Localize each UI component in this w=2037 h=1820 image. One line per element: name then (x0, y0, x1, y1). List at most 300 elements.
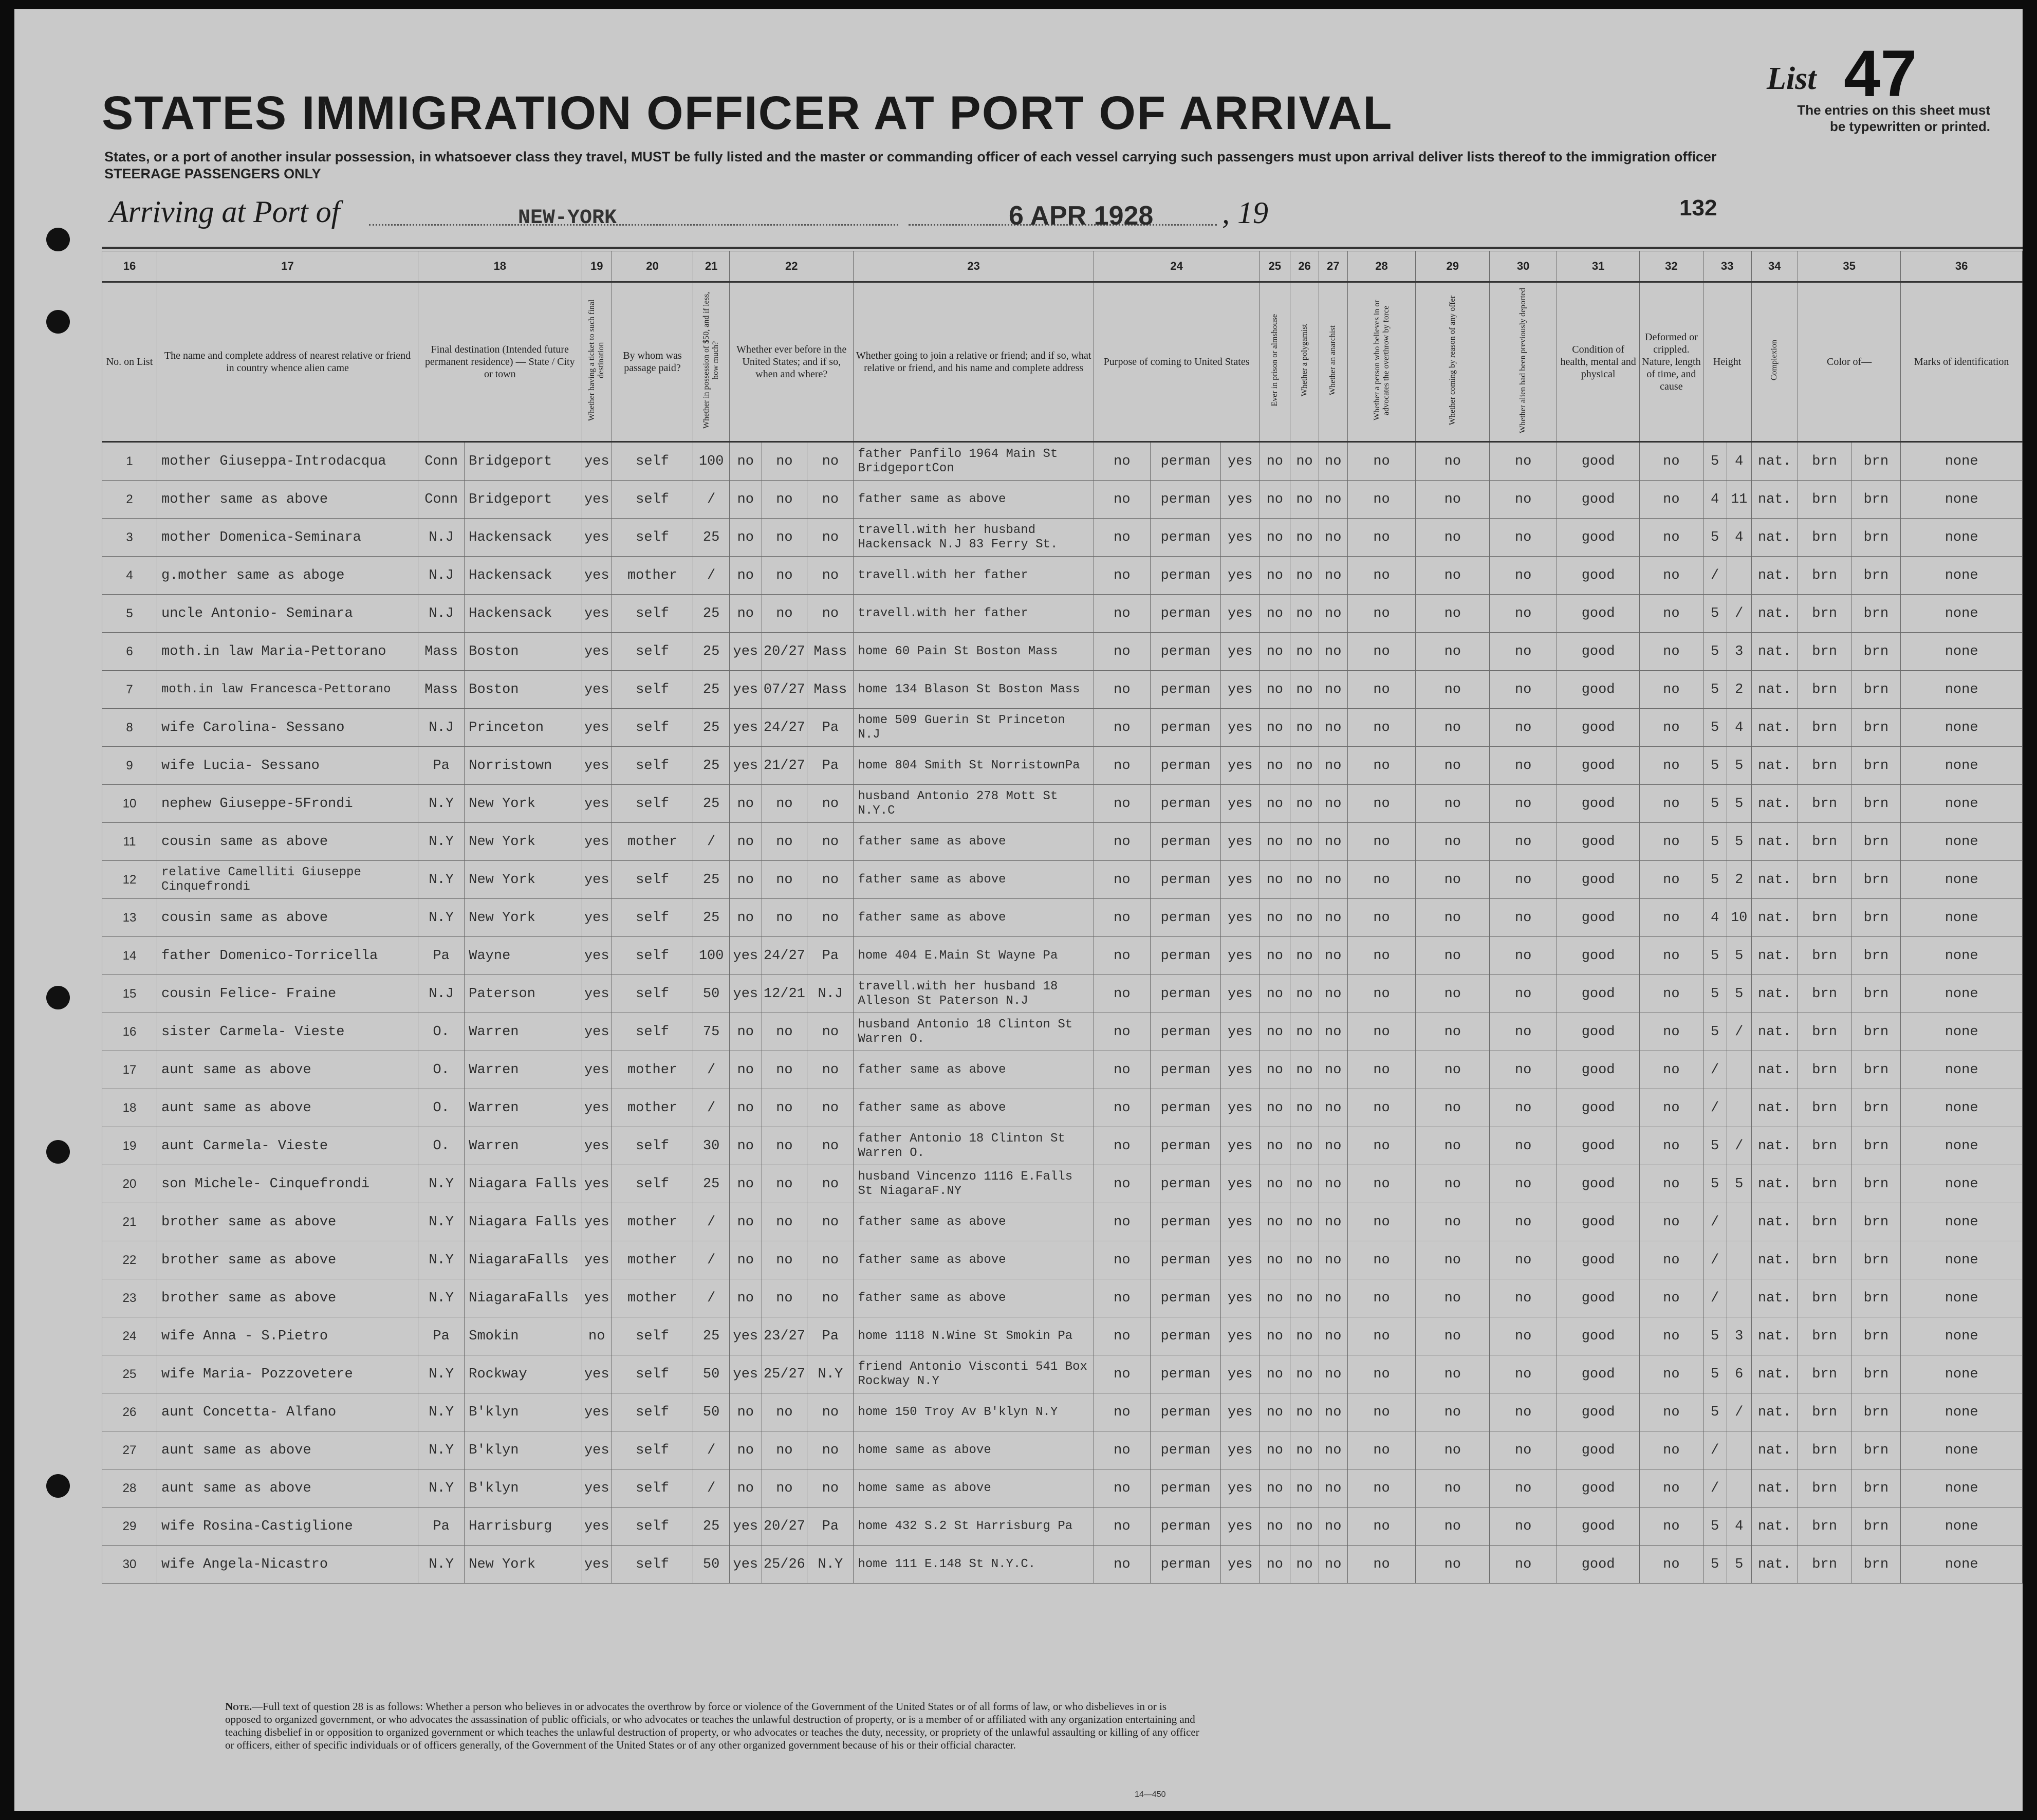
where-cell: N.J (807, 975, 854, 1013)
money-cell: 50 (693, 1546, 730, 1584)
years-cell: no (762, 1469, 807, 1508)
eyes-cell: brn (1851, 1051, 1901, 1089)
column-number: 19 (582, 251, 612, 282)
purpose-return-cell: no (1094, 785, 1150, 823)
paid-by-cell: self (612, 747, 693, 785)
overthrow-cell: no (1347, 671, 1416, 709)
marks-cell: none (1901, 557, 2023, 595)
row-number: 7 (102, 671, 157, 709)
years-cell: no (762, 785, 807, 823)
feet-cell: 5 (1703, 1508, 1727, 1546)
relative-cell: uncle Antonio- Seminara (157, 595, 418, 633)
prison-cell: no (1260, 1431, 1290, 1469)
years-cell: no (762, 1431, 807, 1469)
binder-hole (46, 228, 70, 251)
relative-cell: cousin Felice- Fraine (157, 975, 418, 1013)
ticket-cell: yes (582, 1165, 612, 1203)
health-cell: good (1557, 1317, 1640, 1355)
complexion-cell: nat. (1751, 1051, 1798, 1089)
polygamist-cell: no (1290, 785, 1319, 823)
deformed-cell: no (1640, 1089, 1703, 1127)
polygamist-cell: no (1290, 861, 1319, 899)
footnote-label: Note. (225, 1700, 252, 1713)
relative-cell: father Domenico-Torricella (157, 937, 418, 975)
hair-cell: brn (1798, 633, 1851, 671)
purpose-citizen-cell: yes (1221, 442, 1260, 481)
deformed-cell: no (1640, 671, 1703, 709)
overthrow-cell: no (1347, 1317, 1416, 1355)
deported-cell: no (1490, 1469, 1557, 1508)
purpose-return-cell: no (1094, 442, 1150, 481)
city-cell: Paterson (465, 975, 582, 1013)
feet-cell: / (1703, 1203, 1727, 1241)
health-cell: good (1557, 1279, 1640, 1317)
years-cell: no (762, 1279, 807, 1317)
column-number: 31 (1557, 251, 1640, 282)
complexion-cell: nat. (1751, 937, 1798, 975)
ticket-cell: yes (582, 595, 612, 633)
offer-cell: no (1416, 785, 1490, 823)
row-number: 19 (102, 1127, 157, 1165)
row-number: 26 (102, 1393, 157, 1431)
hair-cell: brn (1798, 595, 1851, 633)
prison-cell: no (1260, 595, 1290, 633)
joining-cell: home 804 Smith St NorristownPa (854, 747, 1094, 785)
port-line (369, 224, 898, 226)
eyes-cell: brn (1851, 1127, 1901, 1165)
marks-cell: none (1901, 975, 2023, 1013)
been-before-cell: yes (730, 671, 762, 709)
offer-cell: no (1416, 861, 1490, 899)
overthrow-cell: no (1347, 937, 1416, 975)
purpose-length-cell: perman (1150, 709, 1220, 747)
eyes-cell: brn (1851, 1279, 1901, 1317)
eyes-cell: brn (1851, 557, 1901, 595)
relative-cell: aunt same as above (157, 1469, 418, 1508)
purpose-return-cell: no (1094, 1317, 1150, 1355)
deported-cell: no (1490, 1393, 1557, 1431)
feet-cell: 4 (1703, 481, 1727, 519)
feet-cell: 5 (1703, 671, 1727, 709)
header-offer-text: Whether coming by reason of any offer (1448, 295, 1457, 426)
column-header-row (102, 282, 2023, 442)
purpose-return-cell: no (1094, 1165, 1150, 1203)
purpose-length-cell: perman (1150, 1393, 1220, 1431)
hair-cell: brn (1798, 975, 1851, 1013)
table-row (102, 1508, 2023, 1546)
offer-cell: no (1416, 1317, 1490, 1355)
paid-by-cell: mother (612, 1279, 693, 1317)
deported-cell: no (1490, 442, 1557, 481)
hair-cell: brn (1798, 1051, 1851, 1089)
health-cell: good (1557, 1393, 1640, 1431)
anarchist-cell: no (1319, 709, 1347, 747)
where-cell: no (807, 1279, 854, 1317)
marks-cell: none (1901, 633, 2023, 671)
purpose-citizen-cell: yes (1221, 1241, 1260, 1279)
year-label: , 19 (1222, 196, 1268, 230)
hair-cell: brn (1798, 442, 1851, 481)
ticket-cell: yes (582, 671, 612, 709)
deported-cell: no (1490, 709, 1557, 747)
table-row (102, 747, 2023, 785)
polygamist-cell: no (1290, 633, 1319, 671)
where-cell: N.Y (807, 1355, 854, 1393)
money-cell: 25 (693, 899, 730, 937)
column-number: 29 (1416, 251, 1490, 282)
where-cell: no (807, 861, 854, 899)
deported-cell: no (1490, 861, 1557, 899)
deformed-cell: no (1640, 747, 1703, 785)
city-cell: New York (465, 899, 582, 937)
column-number: 17 (157, 251, 418, 282)
city-cell: Niagara Falls (465, 1203, 582, 1241)
purpose-length-cell: perman (1150, 1241, 1220, 1279)
health-cell: good (1557, 1469, 1640, 1508)
paid-by-cell: self (612, 785, 693, 823)
table-row (102, 899, 2023, 937)
table-row (102, 1203, 2023, 1241)
where-cell: no (807, 1393, 854, 1431)
money-cell: / (693, 1279, 730, 1317)
polygamist-cell: no (1290, 1203, 1319, 1241)
joining-cell: father same as above (854, 899, 1094, 937)
anarchist-cell: no (1319, 1431, 1347, 1469)
purpose-citizen-cell: yes (1221, 1279, 1260, 1317)
joining-cell: father same as above (854, 1051, 1094, 1089)
joining-cell: father same as above (854, 1089, 1094, 1127)
list-number: 47 (1844, 37, 1917, 111)
anarchist-cell: no (1319, 633, 1347, 671)
deported-cell: no (1490, 1355, 1557, 1393)
city-cell: Smokin (465, 1317, 582, 1355)
money-cell: 25 (693, 519, 730, 557)
anarchist-cell: no (1319, 1089, 1347, 1127)
purpose-length-cell: perman (1150, 442, 1220, 481)
column-number: 34 (1751, 251, 1798, 282)
inches-cell: / (1727, 1013, 1751, 1051)
anarchist-cell: no (1319, 1508, 1347, 1546)
where-cell: no (807, 1469, 854, 1508)
deported-cell: no (1490, 1317, 1557, 1355)
polygamist-cell: no (1290, 1355, 1319, 1393)
prison-cell: no (1260, 1279, 1290, 1317)
joining-cell: home 134 Blason St Boston Mass (854, 671, 1094, 709)
where-cell: no (807, 1127, 854, 1165)
money-cell: / (693, 1469, 730, 1508)
purpose-return-cell: no (1094, 975, 1150, 1013)
ticket-cell: yes (582, 785, 612, 823)
offer-cell: no (1416, 1279, 1490, 1317)
marks-cell: none (1901, 481, 2023, 519)
feet-cell: 4 (1703, 899, 1727, 937)
header-purpose: Purpose of coming to United States (1094, 282, 1260, 442)
feet-cell: / (1703, 557, 1727, 595)
joining-cell: home 1118 N.Wine St Smokin Pa (854, 1317, 1094, 1355)
eyes-cell: brn (1851, 709, 1901, 747)
purpose-return-cell: no (1094, 595, 1150, 633)
city-cell: New York (465, 861, 582, 899)
deported-cell: no (1490, 1241, 1557, 1279)
anarchist-cell: no (1319, 1127, 1347, 1165)
header-ever-before: Whether ever before in the United States; and if so, when and where? (730, 282, 854, 442)
been-before-cell: no (730, 595, 762, 633)
list-label: List (1767, 61, 1817, 96)
purpose-citizen-cell: yes (1221, 1013, 1260, 1051)
deported-cell: no (1490, 1508, 1557, 1546)
deformed-cell: no (1640, 1165, 1703, 1203)
ticket-cell: yes (582, 633, 612, 671)
inches-cell: 5 (1727, 937, 1751, 975)
table-row (102, 442, 2023, 481)
purpose-return-cell: no (1094, 937, 1150, 975)
purpose-length-cell: perman (1150, 975, 1220, 1013)
joining-cell: home 509 Guerin St Princeton N.J (854, 709, 1094, 747)
health-cell: good (1557, 1013, 1640, 1051)
overthrow-cell: no (1347, 1431, 1416, 1469)
table-row (102, 1013, 2023, 1051)
row-number: 12 (102, 861, 157, 899)
state-cell: N.Y (418, 823, 465, 861)
feet-cell: 5 (1703, 709, 1727, 747)
purpose-length-cell: perman (1150, 1089, 1220, 1127)
paid-by-cell: self (612, 899, 693, 937)
purpose-length-cell: perman (1150, 1013, 1220, 1051)
relative-cell: mother same as above (157, 481, 418, 519)
been-before-cell: no (730, 823, 762, 861)
years-cell: 24/27 (762, 709, 807, 747)
list-note-line: be typewritten or printed. (1829, 119, 1990, 134)
table-row (102, 823, 2023, 861)
eyes-cell: brn (1851, 899, 1901, 937)
prison-cell: no (1260, 1127, 1290, 1165)
eyes-cell: brn (1851, 1203, 1901, 1241)
relative-cell: aunt Concetta- Alfano (157, 1393, 418, 1431)
column-number: 36 (1901, 251, 2023, 282)
complexion-cell: nat. (1751, 671, 1798, 709)
list-note (1733, 102, 1990, 135)
hair-cell: brn (1798, 1127, 1851, 1165)
marks-cell: none (1901, 1051, 2023, 1089)
complexion-cell: nat. (1751, 1355, 1798, 1393)
paid-by-cell: mother (612, 823, 693, 861)
ticket-cell: yes (582, 1279, 612, 1317)
health-cell: good (1557, 747, 1640, 785)
relative-cell: mother Domenica-Seminara (157, 519, 418, 557)
ticket-cell: yes (582, 1051, 612, 1089)
offer-cell: no (1416, 442, 1490, 481)
money-cell: 100 (693, 937, 730, 975)
deported-cell: no (1490, 747, 1557, 785)
row-number: 25 (102, 1355, 157, 1393)
purpose-citizen-cell: yes (1221, 595, 1260, 633)
polygamist-cell: no (1290, 975, 1319, 1013)
inches-cell (1727, 1089, 1751, 1127)
state-cell: N.Y (418, 785, 465, 823)
offer-cell: no (1416, 899, 1490, 937)
city-cell: Harrisburg (465, 1508, 582, 1546)
marks-cell: none (1901, 1127, 2023, 1165)
header-complexion-text: Complexion (1770, 340, 1779, 381)
column-number: 20 (612, 251, 693, 282)
relative-cell: brother same as above (157, 1203, 418, 1241)
hair-cell: brn (1798, 1393, 1851, 1431)
eyes-cell: brn (1851, 519, 1901, 557)
complexion-cell: nat. (1751, 1508, 1798, 1546)
years-cell: 21/27 (762, 747, 807, 785)
joining-cell: travell.with her father (854, 557, 1094, 595)
header-passage-paid: By whom was passage paid? (612, 282, 693, 442)
purpose-length-cell: perman (1150, 899, 1220, 937)
anarchist-cell: no (1319, 481, 1347, 519)
ticket-cell: yes (582, 823, 612, 861)
city-cell: Princeton (465, 709, 582, 747)
city-cell: New York (465, 785, 582, 823)
hair-cell: brn (1798, 1431, 1851, 1469)
purpose-length-cell: perman (1150, 1165, 1220, 1203)
been-before-cell: yes (730, 1508, 762, 1546)
joining-cell: father same as above (854, 1279, 1094, 1317)
joining-cell: home 404 E.Main St Wayne Pa (854, 937, 1094, 975)
polygamist-cell: no (1290, 899, 1319, 937)
years-cell: no (762, 823, 807, 861)
deported-cell: no (1490, 1051, 1557, 1089)
ticket-cell: yes (582, 481, 612, 519)
inches-cell: 2 (1727, 671, 1751, 709)
eyes-cell: brn (1851, 823, 1901, 861)
marks-cell: none (1901, 1508, 2023, 1546)
eyes-cell: brn (1851, 1431, 1901, 1469)
city-cell: Warren (465, 1127, 582, 1165)
inches-cell: 5 (1727, 747, 1751, 785)
deformed-cell: no (1640, 557, 1703, 595)
polygamist-cell: no (1290, 1508, 1319, 1546)
prison-cell: no (1260, 861, 1290, 899)
feet-cell: 5 (1703, 442, 1727, 481)
offer-cell: no (1416, 1013, 1490, 1051)
health-cell: good (1557, 861, 1640, 899)
city-cell: Bridgeport (465, 442, 582, 481)
row-number: 5 (102, 595, 157, 633)
anarchist-cell: no (1319, 785, 1347, 823)
purpose-citizen-cell: yes (1221, 1393, 1260, 1431)
offer-cell: no (1416, 519, 1490, 557)
table-row (102, 785, 2023, 823)
row-number: 9 (102, 747, 157, 785)
purpose-length-cell: perman (1150, 937, 1220, 975)
purpose-citizen-cell: yes (1221, 1508, 1260, 1546)
paid-by-cell: self (612, 1393, 693, 1431)
money-cell: 25 (693, 1508, 730, 1546)
anarchist-cell: no (1319, 1013, 1347, 1051)
eyes-cell: brn (1851, 1393, 1901, 1431)
anarchist-cell: no (1319, 1241, 1347, 1279)
money-cell: / (693, 1431, 730, 1469)
complexion-cell: nat. (1751, 861, 1798, 899)
feet-cell: 5 (1703, 823, 1727, 861)
been-before-cell: no (730, 1165, 762, 1203)
paid-by-cell: self (612, 1317, 693, 1355)
inches-cell (1727, 557, 1751, 595)
overthrow-cell: no (1347, 442, 1416, 481)
purpose-citizen-cell: yes (1221, 975, 1260, 1013)
been-before-cell: no (730, 1013, 762, 1051)
polygamist-cell: no (1290, 481, 1319, 519)
anarchist-cell: no (1319, 442, 1347, 481)
deformed-cell: no (1640, 595, 1703, 633)
joining-cell: father same as above (854, 1241, 1094, 1279)
eyes-cell: brn (1851, 595, 1901, 633)
purpose-citizen-cell: yes (1221, 1165, 1260, 1203)
money-cell: 50 (693, 1393, 730, 1431)
feet-cell: 5 (1703, 1317, 1727, 1355)
overthrow-cell: no (1347, 557, 1416, 595)
anarchist-cell: no (1319, 747, 1347, 785)
header-nearest-relative: The name and complete address of nearest relative or friend in country whence alien came (157, 282, 418, 442)
eyes-cell: brn (1851, 1013, 1901, 1051)
deformed-cell: no (1640, 481, 1703, 519)
inches-cell: 4 (1727, 1508, 1751, 1546)
prison-cell: no (1260, 1546, 1290, 1584)
purpose-citizen-cell: yes (1221, 747, 1260, 785)
feet-cell: 5 (1703, 1393, 1727, 1431)
inches-cell: 11 (1727, 481, 1751, 519)
been-before-cell: no (730, 1127, 762, 1165)
deformed-cell: no (1640, 709, 1703, 747)
hair-cell: brn (1798, 899, 1851, 937)
paid-by-cell: self (612, 633, 693, 671)
table-row (102, 709, 2023, 747)
where-cell: no (807, 1051, 854, 1089)
health-cell: good (1557, 1241, 1640, 1279)
overthrow-cell: no (1347, 595, 1416, 633)
paid-by-cell: self (612, 481, 693, 519)
column-number: 23 (854, 251, 1094, 282)
purpose-citizen-cell: yes (1221, 1203, 1260, 1241)
years-cell: no (762, 1089, 807, 1127)
state-cell: O. (418, 1013, 465, 1051)
purpose-citizen-cell: yes (1221, 1355, 1260, 1393)
row-number: 6 (102, 633, 157, 671)
inches-cell (1727, 1241, 1751, 1279)
table-row (102, 975, 2023, 1013)
polygamist-cell: no (1290, 1165, 1319, 1203)
deformed-cell: no (1640, 785, 1703, 823)
been-before-cell: no (730, 861, 762, 899)
ticket-cell: yes (582, 899, 612, 937)
overthrow-cell: no (1347, 975, 1416, 1013)
relative-cell: sister Carmela- Vieste (157, 1013, 418, 1051)
prison-cell: no (1260, 785, 1290, 823)
column-number: 26 (1290, 251, 1319, 282)
polygamist-cell: no (1290, 1127, 1319, 1165)
purpose-return-cell: no (1094, 1241, 1150, 1279)
paid-by-cell: self (612, 1546, 693, 1584)
deformed-cell: no (1640, 633, 1703, 671)
table-row (102, 671, 2023, 709)
polygamist-cell: no (1290, 1089, 1319, 1127)
ticket-cell: yes (582, 1127, 612, 1165)
purpose-length-cell: perman (1150, 1508, 1220, 1546)
relative-cell: mother Giuseppa-Introdacqua (157, 442, 418, 481)
purpose-return-cell: no (1094, 1127, 1150, 1165)
where-cell: no (807, 1165, 854, 1203)
inches-cell: 6 (1727, 1355, 1751, 1393)
form-number: 14—450 (1135, 1790, 1166, 1799)
years-cell: no (762, 481, 807, 519)
inches-cell: 2 (1727, 861, 1751, 899)
eyes-cell: brn (1851, 975, 1901, 1013)
